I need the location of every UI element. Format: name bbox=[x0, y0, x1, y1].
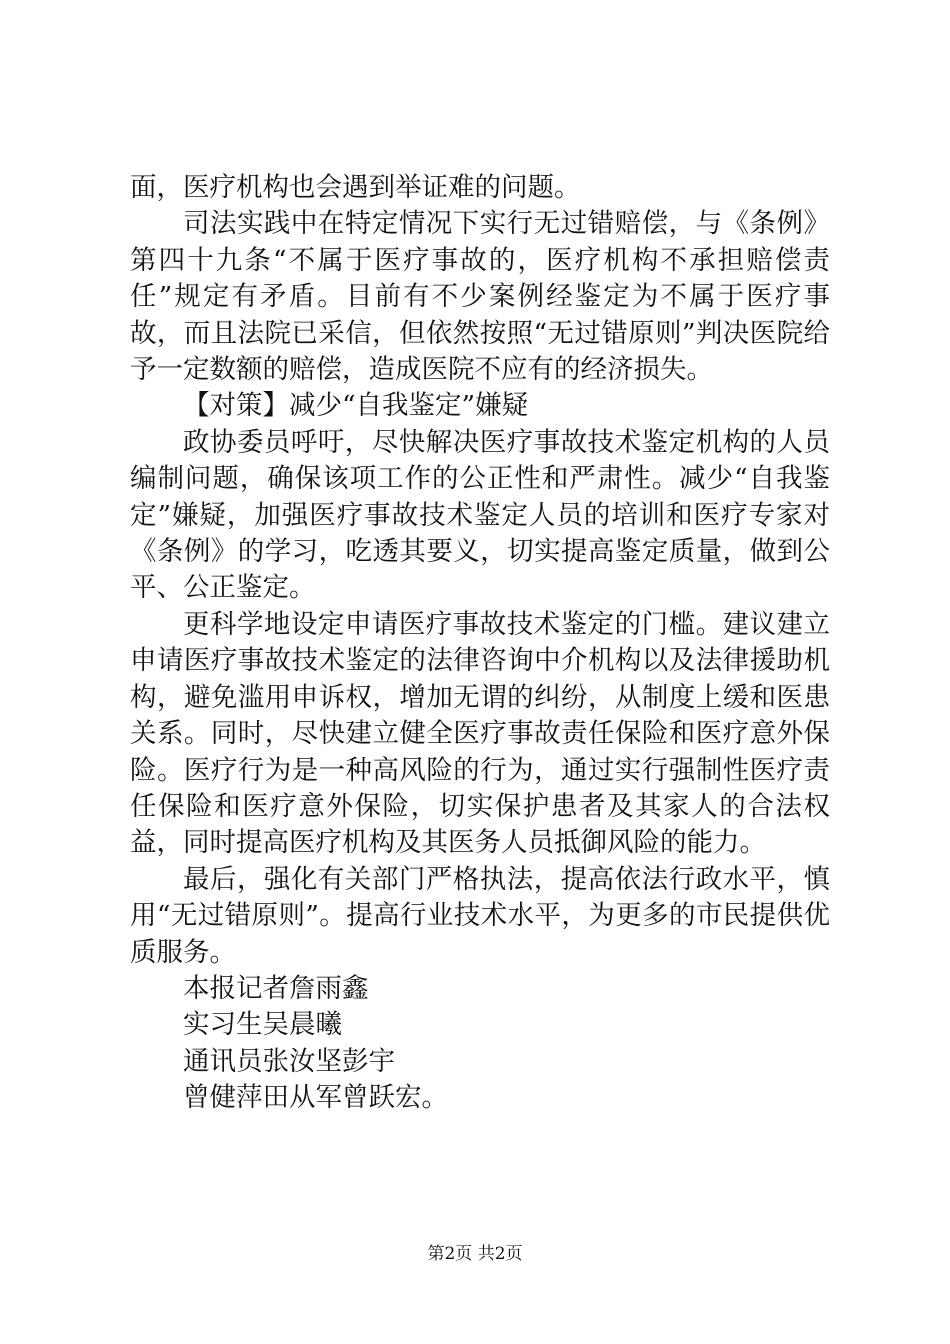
paragraph-continuation: 面，医疗机构也会遇到举证难的问题。 bbox=[130, 172, 581, 203]
page-number-footer: 第2页 共2页 bbox=[427, 1244, 523, 1264]
section-heading-countermeasure: 【对策】减少“自我鉴定”嫌疑 bbox=[183, 390, 529, 422]
byline-intern: 实习生吴晨曦 bbox=[183, 1009, 342, 1041]
paragraph-judicial-practice: 司法实践中在特定情况下实行无过错赔偿，与《条例》第四十九条“不属于医疗事故的，医疗机构不承担赔偿责任”规定有矛盾。目前有不少案例经鉴定为不属于医疗事故，而且法院已采信，但依然按照“无过错原则”判决医院给予一定数额的赔偿，造成医院不应有的经济损失。 bbox=[130, 208, 830, 386]
paragraph-threshold: 更科学地设定申请医疗事故技术鉴定的门槛。建议建立申请医疗事故技术鉴定的法律咨询中介机构以及法律援助机构，避免滥用申诉权，增加无谓的纠纷，从制度上缓和医患关系。同时，尽快建立健全医疗事故责任保险和医疗意外保险。医疗行为是一种高风险的行为，通过实行强制性医疗责任保险和医疗意外保险，切实保护患者及其家人的合法权益，同时提高医疗机构及其医务人员抵御风险的能力。 bbox=[130, 608, 830, 859]
paragraph-conclusion: 最后，强化有关部门严格执法，提高依法行政水平，慎用“无过错原则”。提高行业技术水平，为更多的市民提供优质服务。 bbox=[130, 863, 830, 968]
byline-correspondent: 通讯员张汝坚彭宇 bbox=[183, 1045, 395, 1077]
article-body bbox=[130, 170, 830, 1117]
byline-contributors: 曾健萍田从军曾跃宏。 bbox=[183, 1082, 448, 1114]
paragraph-cppcc-appeal: 政协委员呼吁，尽快解决医疗事故技术鉴定机构的人员编制问题，确保该项工作的公正性和严肃性。减少“自我鉴定”嫌疑，加强医疗事故技术鉴定人员的培训和医疗专家对《条例》的学习，吃透其要义，切实提高鉴定质量，做到公平、公正鉴定。 bbox=[130, 426, 830, 604]
byline-reporter: 本报记者詹雨鑫 bbox=[183, 972, 369, 1004]
